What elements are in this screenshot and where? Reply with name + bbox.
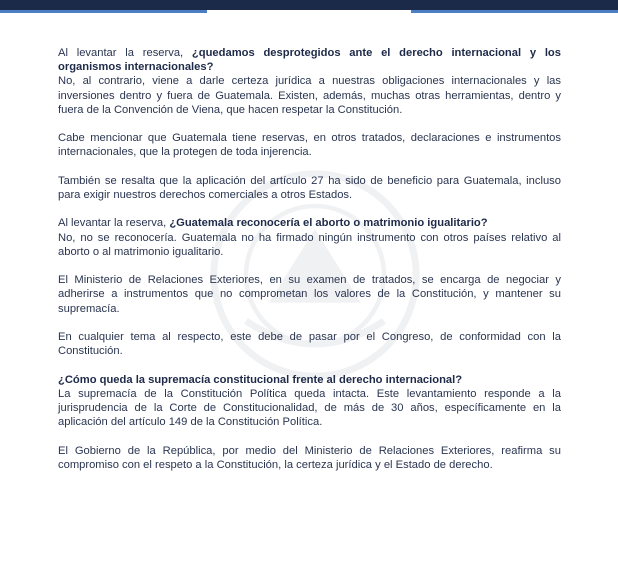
question-2-text: ¿Guatemala reconocería el aborto o matrimonio igualitario? [169, 217, 488, 230]
answer-2: No, no se reconocería. Guatemala no ha firmado ningún instrumento con otros países relativo al aborto o al matrimonio igualitario. [58, 231, 561, 258]
document-body [58, 46, 561, 486]
paragraph-articulo-27: También se resalta que la aplicación del artículo 27 ha sido de beneficio para Guatemala, incluso para exigir nuestros derechos comerciales a otros Estados. [58, 174, 561, 201]
header-accent-left [0, 10, 207, 13]
answer-1: No, al contrario, viene a darle certeza jurídica a nuestras obligaciones internacionales y las inversiones dentro y fuera de Guatemala. Existen, además, muchas otras herramientas, dentro y fuera de la Convención de Viena, que hacen respetar la Constitución. [58, 75, 561, 116]
paragraph-ministerio: El Ministerio de Relaciones Exteriores, en su examen de tratados, se encarga de negociar y adherirse a instrumentos que no comprometan los valores de la Constitución, y mantener su supremacía. [58, 274, 561, 315]
header-accent-right [411, 10, 618, 13]
paragraph-gobierno: El Gobierno de la República, por medio del Ministerio de Relaciones Exteriores, reafirma su compromiso con el respeto a la Constitución, la certeza jurídica y el Estado de derecho. [58, 444, 561, 471]
question-2-lead: Al levantar la reserva, [58, 217, 170, 230]
question-1-text: ¿quedamos desprotegidos ante el derecho internacional y los organismos internacionales? [58, 47, 561, 74]
header-bar [0, 0, 618, 10]
question-1-lead: Al levantar la reserva, [58, 47, 192, 59]
question-2 [58, 216, 561, 230]
question-3 [58, 373, 561, 387]
question-1 [58, 46, 561, 74]
question-3-text: ¿Cómo queda la supremacía constitucional frente al derecho internacional? [58, 373, 463, 386]
paragraph-reservas: Cabe mencionar que Guatemala tiene reservas, en otros tratados, declaraciones e instrumentos internacionales, que la protegen de toda injerencia. [58, 132, 561, 159]
answer-3: La supremacía de la Constitución Política queda intacta. Este levantamiento responde a la jurisprudencia de la Corte de Constitucionalidad, de más de 30 años, específicamente en la aplicación del artículo 149 de la Constitución Política. [58, 387, 561, 429]
paragraph-congreso: En cualquier tema al respecto, este debe de pasar por el Congreso, de conformidad con la Constitución. [58, 330, 561, 358]
